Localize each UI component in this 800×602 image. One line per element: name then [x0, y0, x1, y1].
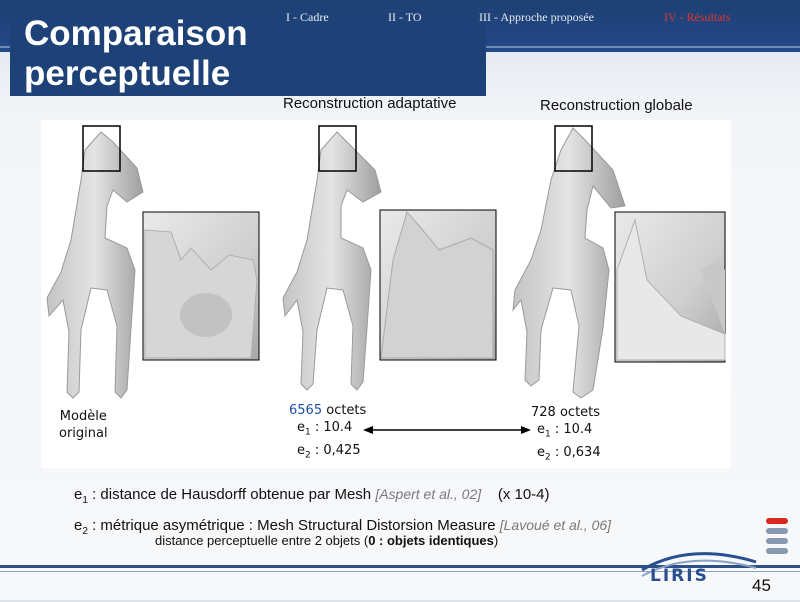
legend-e1 — [74, 482, 611, 513]
caption-adaptive — [289, 402, 366, 464]
legend-e1-prefix: e — [74, 486, 83, 503]
adaptive-e1-label: e — [297, 420, 305, 435]
comparison-figure — [41, 120, 731, 468]
adaptive-size-unit: octets — [326, 403, 367, 418]
global-e2-sub: 2 — [545, 452, 551, 463]
page-number: 45 — [752, 576, 771, 595]
horse-adaptive — [283, 126, 496, 390]
horse-renderings — [41, 120, 731, 468]
global-e1-label: e — [537, 422, 545, 437]
legend-e2-text: : métrique asymétrique : Mesh Structural Distorsion Measure — [87, 517, 500, 534]
legend-e1-text: : distance de Hausdorff obtenue par Mesh — [87, 486, 376, 503]
adaptive-e2-sub: 2 — [305, 450, 311, 461]
logo-text: LIRIS — [650, 566, 709, 586]
legend-e2-sub: 2 — [82, 526, 88, 537]
caption-original-line1: Modèle — [59, 409, 107, 424]
column-title-global: Reconstruction globale — [540, 97, 693, 114]
progress-pill-active — [766, 518, 788, 524]
slide-title-line1: Comparaison — [24, 14, 248, 53]
caption-global — [531, 404, 601, 466]
note-suffix: ) — [493, 533, 499, 548]
note-bold: 0 : objets identiques — [368, 533, 494, 548]
progress-pill — [766, 538, 788, 544]
caption-original-line2: original — [59, 426, 108, 441]
nav-item-to[interactable]: II - TO — [388, 10, 422, 24]
slide-progress-stack — [766, 518, 790, 564]
legend-e2-citation: [Lavoué et al., 06] — [499, 517, 612, 533]
global-e2-label: e — [537, 444, 545, 460]
perceptual-note — [155, 533, 498, 548]
progress-pill — [766, 548, 788, 554]
liris-logo — [640, 548, 758, 598]
global-e1-value: : 10.4 — [554, 422, 593, 437]
column-title-adaptive: Reconstruction adaptative — [283, 95, 457, 112]
nav-item-cadre[interactable]: I - Cadre — [286, 10, 329, 24]
global-e1-sub: 1 — [545, 429, 551, 440]
global-e2-value: : 0,634 — [554, 444, 601, 460]
global-size-value: 728 — [531, 405, 556, 420]
adaptive-e2-label: e — [297, 442, 305, 458]
horse-global — [513, 126, 725, 398]
legend-e1-citation: [Aspert et al., 02] — [375, 486, 482, 502]
legend-e1-unit: (x 10-4) — [497, 486, 550, 503]
legend-e1-sub: 1 — [82, 495, 88, 506]
slide-title-line2: perceptuelle — [24, 54, 231, 93]
global-size-unit: octets — [559, 405, 601, 420]
adaptive-e2-value: : 0,425 — [314, 442, 361, 458]
caption-original — [59, 408, 108, 442]
nav-item-approche[interactable]: III - Approche proposée — [479, 10, 594, 24]
adaptive-e1-sub: 1 — [305, 427, 311, 438]
comparison-arrow — [363, 426, 531, 434]
nav-item-resultats[interactable]: IV - Résultats — [664, 10, 731, 24]
horse-original — [47, 126, 259, 398]
note-prefix: distance perceptuelle entre 2 objets ( — [155, 533, 369, 548]
adaptive-size-value: 6565 — [289, 403, 323, 418]
progress-pill — [766, 528, 788, 534]
legend-e2-prefix: e — [74, 517, 83, 534]
adaptive-e1-value: : 10.4 — [314, 420, 353, 435]
